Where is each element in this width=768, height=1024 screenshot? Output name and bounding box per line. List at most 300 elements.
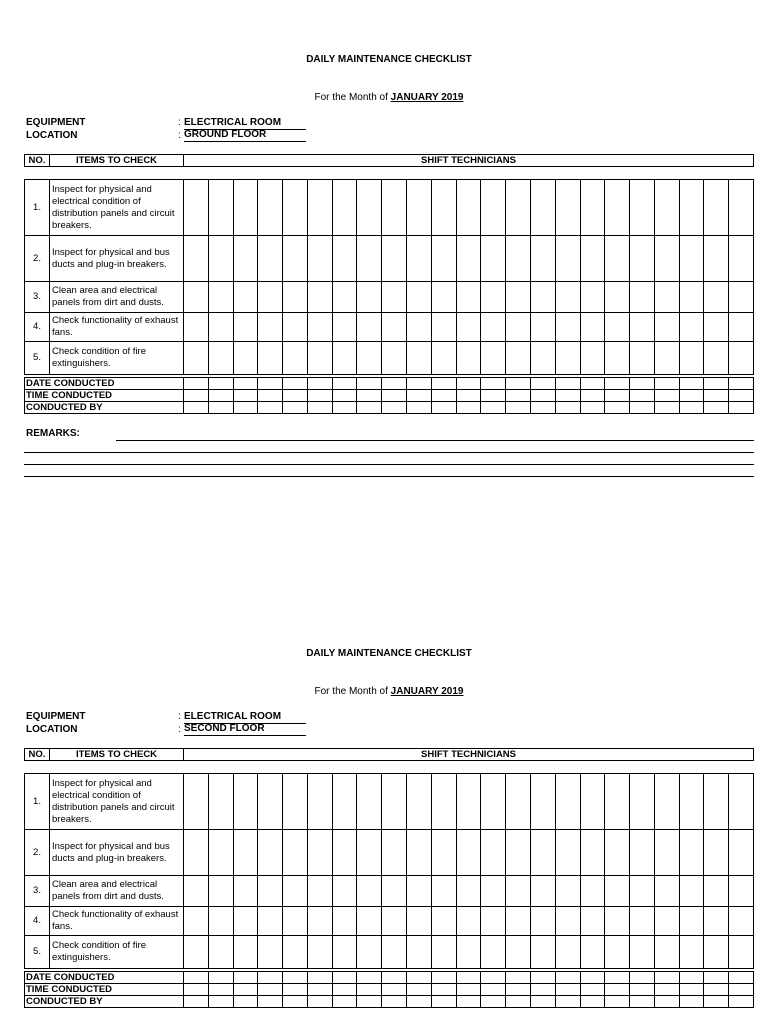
check-cell[interactable]	[605, 236, 630, 282]
check-cell[interactable]	[580, 876, 605, 907]
check-cell[interactable]	[456, 936, 481, 969]
conducted-cell[interactable]	[456, 996, 481, 1008]
conducted-cell[interactable]	[332, 984, 357, 996]
conducted-cell[interactable]	[580, 402, 605, 414]
check-cell[interactable]	[258, 936, 283, 969]
conducted-cell[interactable]	[555, 378, 580, 390]
check-cell[interactable]	[704, 774, 729, 830]
check-cell[interactable]	[283, 282, 308, 313]
check-cell[interactable]	[431, 936, 456, 969]
check-cell[interactable]	[332, 282, 357, 313]
conducted-cell[interactable]	[258, 390, 283, 402]
conducted-cell[interactable]	[654, 378, 679, 390]
conducted-cell[interactable]	[431, 996, 456, 1008]
check-cell[interactable]	[481, 236, 506, 282]
check-cell[interactable]	[431, 907, 456, 936]
conducted-cell[interactable]	[679, 996, 704, 1008]
check-cell[interactable]	[456, 313, 481, 342]
check-cell[interactable]	[630, 876, 655, 907]
conducted-cell[interactable]	[307, 972, 332, 984]
conducted-cell[interactable]	[481, 378, 506, 390]
check-cell[interactable]	[332, 830, 357, 876]
check-cell[interactable]	[208, 313, 233, 342]
check-cell[interactable]	[184, 282, 209, 313]
check-cell[interactable]	[431, 236, 456, 282]
conducted-cell[interactable]	[283, 378, 308, 390]
check-cell[interactable]	[357, 907, 382, 936]
conducted-cell[interactable]	[208, 984, 233, 996]
conducted-cell[interactable]	[729, 984, 754, 996]
conducted-cell[interactable]	[530, 996, 555, 1008]
conducted-cell[interactable]	[679, 402, 704, 414]
conducted-cell[interactable]	[332, 402, 357, 414]
check-cell[interactable]	[233, 907, 258, 936]
check-cell[interactable]	[431, 774, 456, 830]
check-cell[interactable]	[233, 774, 258, 830]
check-cell[interactable]	[332, 774, 357, 830]
conducted-cell[interactable]	[431, 390, 456, 402]
check-cell[interactable]	[233, 936, 258, 969]
conducted-cell[interactable]	[283, 996, 308, 1008]
conducted-cell[interactable]	[729, 996, 754, 1008]
conducted-cell[interactable]	[679, 984, 704, 996]
check-cell[interactable]	[357, 236, 382, 282]
check-cell[interactable]	[382, 907, 407, 936]
conducted-cell[interactable]	[530, 972, 555, 984]
conducted-cell[interactable]	[481, 984, 506, 996]
conducted-cell[interactable]	[184, 378, 209, 390]
conducted-cell[interactable]	[357, 402, 382, 414]
conducted-cell[interactable]	[555, 390, 580, 402]
conducted-cell[interactable]	[208, 390, 233, 402]
check-cell[interactable]	[283, 936, 308, 969]
check-cell[interactable]	[481, 830, 506, 876]
conducted-cell[interactable]	[184, 996, 209, 1008]
check-cell[interactable]	[382, 876, 407, 907]
conducted-cell[interactable]	[654, 996, 679, 1008]
check-cell[interactable]	[704, 180, 729, 236]
conducted-cell[interactable]	[233, 378, 258, 390]
check-cell[interactable]	[654, 774, 679, 830]
check-cell[interactable]	[184, 907, 209, 936]
check-cell[interactable]	[679, 907, 704, 936]
check-cell[interactable]	[407, 936, 432, 969]
check-cell[interactable]	[208, 936, 233, 969]
conducted-cell[interactable]	[184, 402, 209, 414]
check-cell[interactable]	[407, 907, 432, 936]
check-cell[interactable]	[630, 907, 655, 936]
check-cell[interactable]	[283, 236, 308, 282]
check-cell[interactable]	[555, 830, 580, 876]
check-cell[interactable]	[605, 907, 630, 936]
check-cell[interactable]	[258, 876, 283, 907]
check-cell[interactable]	[506, 907, 531, 936]
check-cell[interactable]	[605, 936, 630, 969]
conducted-cell[interactable]	[382, 402, 407, 414]
conducted-cell[interactable]	[258, 402, 283, 414]
check-cell[interactable]	[679, 313, 704, 342]
check-cell[interactable]	[407, 180, 432, 236]
check-cell[interactable]	[382, 282, 407, 313]
conducted-cell[interactable]	[580, 390, 605, 402]
conducted-cell[interactable]	[605, 996, 630, 1008]
check-cell[interactable]	[208, 342, 233, 375]
check-cell[interactable]	[208, 907, 233, 936]
check-cell[interactable]	[530, 830, 555, 876]
check-cell[interactable]	[407, 282, 432, 313]
check-cell[interactable]	[233, 830, 258, 876]
conducted-cell[interactable]	[630, 972, 655, 984]
conducted-cell[interactable]	[382, 996, 407, 1008]
check-cell[interactable]	[233, 342, 258, 375]
check-cell[interactable]	[530, 907, 555, 936]
check-cell[interactable]	[208, 876, 233, 907]
conducted-cell[interactable]	[184, 984, 209, 996]
check-cell[interactable]	[233, 282, 258, 313]
conducted-cell[interactable]	[431, 378, 456, 390]
check-cell[interactable]	[184, 180, 209, 236]
check-cell[interactable]	[555, 342, 580, 375]
conducted-cell[interactable]	[605, 378, 630, 390]
check-cell[interactable]	[679, 236, 704, 282]
check-cell[interactable]	[506, 774, 531, 830]
check-cell[interactable]	[307, 282, 332, 313]
conducted-cell[interactable]	[283, 390, 308, 402]
check-cell[interactable]	[605, 876, 630, 907]
check-cell[interactable]	[580, 180, 605, 236]
check-cell[interactable]	[654, 313, 679, 342]
conducted-cell[interactable]	[456, 378, 481, 390]
conducted-cell[interactable]	[506, 972, 531, 984]
check-cell[interactable]	[729, 236, 754, 282]
check-cell[interactable]	[654, 936, 679, 969]
check-cell[interactable]	[506, 282, 531, 313]
check-cell[interactable]	[555, 907, 580, 936]
conducted-cell[interactable]	[258, 378, 283, 390]
check-cell[interactable]	[431, 342, 456, 375]
check-cell[interactable]	[431, 876, 456, 907]
check-cell[interactable]	[407, 313, 432, 342]
check-cell[interactable]	[555, 180, 580, 236]
check-cell[interactable]	[357, 342, 382, 375]
conducted-cell[interactable]	[456, 984, 481, 996]
check-cell[interactable]	[283, 907, 308, 936]
check-cell[interactable]	[283, 830, 308, 876]
conducted-cell[interactable]	[630, 390, 655, 402]
conducted-cell[interactable]	[382, 984, 407, 996]
check-cell[interactable]	[580, 907, 605, 936]
check-cell[interactable]	[704, 830, 729, 876]
conducted-cell[interactable]	[630, 996, 655, 1008]
conducted-cell[interactable]	[605, 402, 630, 414]
conducted-cell[interactable]	[307, 390, 332, 402]
conducted-cell[interactable]	[307, 402, 332, 414]
check-cell[interactable]	[258, 282, 283, 313]
conducted-cell[interactable]	[357, 984, 382, 996]
check-cell[interactable]	[332, 936, 357, 969]
conducted-cell[interactable]	[456, 402, 481, 414]
remarks-line[interactable]	[24, 476, 754, 477]
check-cell[interactable]	[630, 236, 655, 282]
check-cell[interactable]	[530, 936, 555, 969]
check-cell[interactable]	[307, 236, 332, 282]
conducted-cell[interactable]	[283, 402, 308, 414]
check-cell[interactable]	[729, 774, 754, 830]
check-cell[interactable]	[729, 180, 754, 236]
conducted-cell[interactable]	[630, 402, 655, 414]
conducted-cell[interactable]	[208, 972, 233, 984]
conducted-cell[interactable]	[332, 390, 357, 402]
check-cell[interactable]	[382, 342, 407, 375]
check-cell[interactable]	[630, 830, 655, 876]
conducted-cell[interactable]	[506, 402, 531, 414]
check-cell[interactable]	[332, 313, 357, 342]
conducted-cell[interactable]	[431, 402, 456, 414]
conducted-cell[interactable]	[431, 972, 456, 984]
check-cell[interactable]	[332, 876, 357, 907]
check-cell[interactable]	[506, 830, 531, 876]
check-cell[interactable]	[506, 180, 531, 236]
check-cell[interactable]	[184, 313, 209, 342]
conducted-cell[interactable]	[704, 390, 729, 402]
check-cell[interactable]	[630, 180, 655, 236]
check-cell[interactable]	[630, 282, 655, 313]
check-cell[interactable]	[630, 774, 655, 830]
conducted-cell[interactable]	[456, 390, 481, 402]
conducted-cell[interactable]	[184, 972, 209, 984]
check-cell[interactable]	[283, 876, 308, 907]
check-cell[interactable]	[258, 907, 283, 936]
conducted-cell[interactable]	[407, 390, 432, 402]
remarks-line[interactable]	[24, 452, 754, 453]
conducted-cell[interactable]	[530, 984, 555, 996]
check-cell[interactable]	[481, 180, 506, 236]
check-cell[interactable]	[357, 774, 382, 830]
check-cell[interactable]	[407, 342, 432, 375]
check-cell[interactable]	[580, 236, 605, 282]
check-cell[interactable]	[208, 236, 233, 282]
check-cell[interactable]	[605, 774, 630, 830]
check-cell[interactable]	[605, 180, 630, 236]
check-cell[interactable]	[580, 282, 605, 313]
check-cell[interactable]	[208, 180, 233, 236]
conducted-cell[interactable]	[258, 972, 283, 984]
check-cell[interactable]	[357, 180, 382, 236]
check-cell[interactable]	[729, 342, 754, 375]
check-cell[interactable]	[357, 936, 382, 969]
check-cell[interactable]	[382, 313, 407, 342]
check-cell[interactable]	[605, 830, 630, 876]
check-cell[interactable]	[332, 907, 357, 936]
check-cell[interactable]	[704, 282, 729, 313]
conducted-cell[interactable]	[407, 972, 432, 984]
check-cell[interactable]	[431, 830, 456, 876]
conducted-cell[interactable]	[208, 402, 233, 414]
check-cell[interactable]	[506, 936, 531, 969]
check-cell[interactable]	[679, 830, 704, 876]
conducted-cell[interactable]	[704, 378, 729, 390]
conducted-cell[interactable]	[307, 996, 332, 1008]
check-cell[interactable]	[580, 774, 605, 830]
check-cell[interactable]	[555, 313, 580, 342]
check-cell[interactable]	[382, 936, 407, 969]
check-cell[interactable]	[654, 236, 679, 282]
check-cell[interactable]	[530, 774, 555, 830]
conducted-cell[interactable]	[208, 378, 233, 390]
check-cell[interactable]	[729, 876, 754, 907]
check-cell[interactable]	[258, 236, 283, 282]
check-cell[interactable]	[456, 907, 481, 936]
conducted-cell[interactable]	[729, 378, 754, 390]
conducted-cell[interactable]	[729, 390, 754, 402]
check-cell[interactable]	[654, 342, 679, 375]
conducted-cell[interactable]	[729, 972, 754, 984]
conducted-cell[interactable]	[233, 972, 258, 984]
conducted-cell[interactable]	[357, 390, 382, 402]
check-cell[interactable]	[481, 342, 506, 375]
check-cell[interactable]	[555, 236, 580, 282]
check-cell[interactable]	[555, 282, 580, 313]
check-cell[interactable]	[679, 282, 704, 313]
check-cell[interactable]	[307, 936, 332, 969]
check-cell[interactable]	[530, 342, 555, 375]
conducted-cell[interactable]	[307, 378, 332, 390]
conducted-cell[interactable]	[481, 402, 506, 414]
conducted-cell[interactable]	[506, 984, 531, 996]
check-cell[interactable]	[283, 180, 308, 236]
check-cell[interactable]	[456, 774, 481, 830]
check-cell[interactable]	[679, 342, 704, 375]
conducted-cell[interactable]	[654, 402, 679, 414]
conducted-cell[interactable]	[407, 984, 432, 996]
conducted-cell[interactable]	[555, 984, 580, 996]
check-cell[interactable]	[307, 774, 332, 830]
check-cell[interactable]	[307, 907, 332, 936]
conducted-cell[interactable]	[332, 378, 357, 390]
conducted-cell[interactable]	[357, 972, 382, 984]
conducted-cell[interactable]	[481, 996, 506, 1008]
check-cell[interactable]	[729, 936, 754, 969]
check-cell[interactable]	[704, 907, 729, 936]
check-cell[interactable]	[506, 236, 531, 282]
conducted-cell[interactable]	[530, 378, 555, 390]
conducted-cell[interactable]	[704, 402, 729, 414]
conducted-cell[interactable]	[654, 984, 679, 996]
check-cell[interactable]	[233, 876, 258, 907]
check-cell[interactable]	[630, 342, 655, 375]
check-cell[interactable]	[555, 774, 580, 830]
check-cell[interactable]	[258, 830, 283, 876]
conducted-cell[interactable]	[184, 390, 209, 402]
conducted-cell[interactable]	[456, 972, 481, 984]
conducted-cell[interactable]	[580, 984, 605, 996]
conducted-cell[interactable]	[382, 378, 407, 390]
check-cell[interactable]	[407, 236, 432, 282]
check-cell[interactable]	[630, 313, 655, 342]
check-cell[interactable]	[357, 282, 382, 313]
conducted-cell[interactable]	[679, 378, 704, 390]
conducted-cell[interactable]	[605, 984, 630, 996]
check-cell[interactable]	[729, 313, 754, 342]
conducted-cell[interactable]	[233, 996, 258, 1008]
remarks-line[interactable]	[116, 440, 754, 441]
conducted-cell[interactable]	[283, 984, 308, 996]
check-cell[interactable]	[184, 830, 209, 876]
check-cell[interactable]	[307, 313, 332, 342]
check-cell[interactable]	[654, 907, 679, 936]
check-cell[interactable]	[456, 236, 481, 282]
check-cell[interactable]	[704, 876, 729, 907]
conducted-cell[interactable]	[233, 390, 258, 402]
conducted-cell[interactable]	[233, 402, 258, 414]
conducted-cell[interactable]	[307, 984, 332, 996]
check-cell[interactable]	[704, 236, 729, 282]
check-cell[interactable]	[530, 180, 555, 236]
check-cell[interactable]	[555, 936, 580, 969]
check-cell[interactable]	[580, 342, 605, 375]
check-cell[interactable]	[431, 180, 456, 236]
check-cell[interactable]	[605, 342, 630, 375]
conducted-cell[interactable]	[407, 996, 432, 1008]
check-cell[interactable]	[431, 313, 456, 342]
conducted-cell[interactable]	[555, 972, 580, 984]
check-cell[interactable]	[481, 907, 506, 936]
conducted-cell[interactable]	[431, 984, 456, 996]
conducted-cell[interactable]	[555, 996, 580, 1008]
conducted-cell[interactable]	[530, 390, 555, 402]
check-cell[interactable]	[654, 830, 679, 876]
check-cell[interactable]	[605, 282, 630, 313]
conducted-cell[interactable]	[530, 402, 555, 414]
check-cell[interactable]	[580, 830, 605, 876]
conducted-cell[interactable]	[357, 378, 382, 390]
check-cell[interactable]	[208, 830, 233, 876]
check-cell[interactable]	[679, 180, 704, 236]
check-cell[interactable]	[184, 236, 209, 282]
conducted-cell[interactable]	[654, 972, 679, 984]
conducted-cell[interactable]	[332, 996, 357, 1008]
check-cell[interactable]	[184, 936, 209, 969]
check-cell[interactable]	[481, 936, 506, 969]
check-cell[interactable]	[456, 830, 481, 876]
check-cell[interactable]	[184, 876, 209, 907]
check-cell[interactable]	[283, 774, 308, 830]
check-cell[interactable]	[233, 180, 258, 236]
check-cell[interactable]	[258, 342, 283, 375]
conducted-cell[interactable]	[630, 378, 655, 390]
conducted-cell[interactable]	[407, 378, 432, 390]
conducted-cell[interactable]	[481, 390, 506, 402]
check-cell[interactable]	[630, 936, 655, 969]
conducted-cell[interactable]	[605, 390, 630, 402]
conducted-cell[interactable]	[332, 972, 357, 984]
check-cell[interactable]	[184, 774, 209, 830]
check-cell[interactable]	[307, 342, 332, 375]
check-cell[interactable]	[456, 180, 481, 236]
check-cell[interactable]	[332, 180, 357, 236]
check-cell[interactable]	[382, 180, 407, 236]
conducted-cell[interactable]	[506, 390, 531, 402]
check-cell[interactable]	[382, 774, 407, 830]
check-cell[interactable]	[382, 236, 407, 282]
conducted-cell[interactable]	[506, 378, 531, 390]
check-cell[interactable]	[729, 907, 754, 936]
check-cell[interactable]	[481, 774, 506, 830]
check-cell[interactable]	[729, 830, 754, 876]
check-cell[interactable]	[258, 313, 283, 342]
check-cell[interactable]	[357, 830, 382, 876]
check-cell[interactable]	[258, 180, 283, 236]
